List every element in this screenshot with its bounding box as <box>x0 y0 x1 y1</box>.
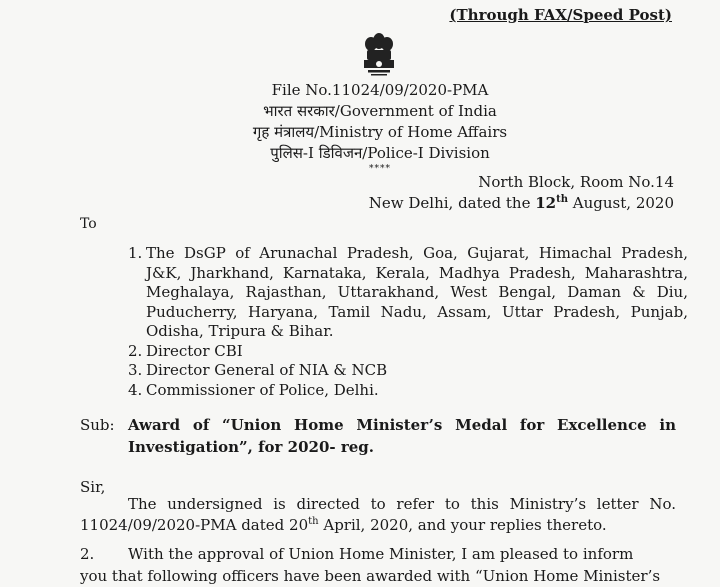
office-heading <box>200 80 560 174</box>
subject-text: Award of “Union Home Minister’s Medal for Excellence in Investigation”, for 2020- reg. <box>128 416 676 456</box>
recipient-list <box>128 244 688 400</box>
division-name: पुलिस-I डिविजन/Police-I Division <box>270 144 490 162</box>
paragraph-1: The undersigned is directed to refer to this Ministry’s letter No. 11024/09/2020-PMA dated 20th April, 2020, and your replies thereto. <box>80 495 676 534</box>
address-date-block <box>330 172 674 214</box>
paragraph-2-line-1: With the approval of Union Home Minister, I am pleased to inform <box>128 545 634 563</box>
to-label: To <box>80 216 97 232</box>
subject-line <box>80 414 676 458</box>
office-address: North Block, Room No.14 <box>478 173 674 191</box>
paragraph-2-line-2: you that following officers have been awarded with “Union Home Minister’s <box>80 567 661 585</box>
government-name: भारत सरकार/Government of India <box>263 102 497 120</box>
paragraph-number: 2. <box>80 545 95 563</box>
separator-stars: **** <box>369 164 391 174</box>
list-item: 3. Director General of NIA & NCB <box>128 361 388 379</box>
ministry-name: गृह मंत्रालय/Ministry of Home Affairs <box>252 123 508 141</box>
date-day: 12th <box>535 194 569 212</box>
paragraph-2 <box>80 544 676 565</box>
list-item: 1. The DsGP of Arunachal Pradesh, Goa, Gujarat, Himachal Pradesh, J&K, Jharkhand, Karnataka, Kerala, Madhya Pradesh, Maharashtra, Meghalaya, Rajasthan, Uttarakhand, West Bengal, Daman & Diu, Puducherry, Haryana, Tamil Nadu, Assam, Uttar Pradesh, Punjab, Odisha, Tripura & Bihar. <box>128 244 688 340</box>
salutation: Sir, <box>80 478 106 496</box>
subject-label: Sub: <box>80 416 115 434</box>
state-emblem-icon <box>358 30 400 78</box>
file-number: File No.11024/09/2020-PMA <box>271 81 489 99</box>
letter-date: New Delhi, dated the 12th August, 2020 <box>368 194 674 212</box>
dispatch-mode: (Through FAX/Speed Post) <box>449 6 672 24</box>
list-item: 4. Commissioner of Police, Delhi. <box>128 380 379 399</box>
list-item: 2. Director CBI <box>128 341 243 360</box>
